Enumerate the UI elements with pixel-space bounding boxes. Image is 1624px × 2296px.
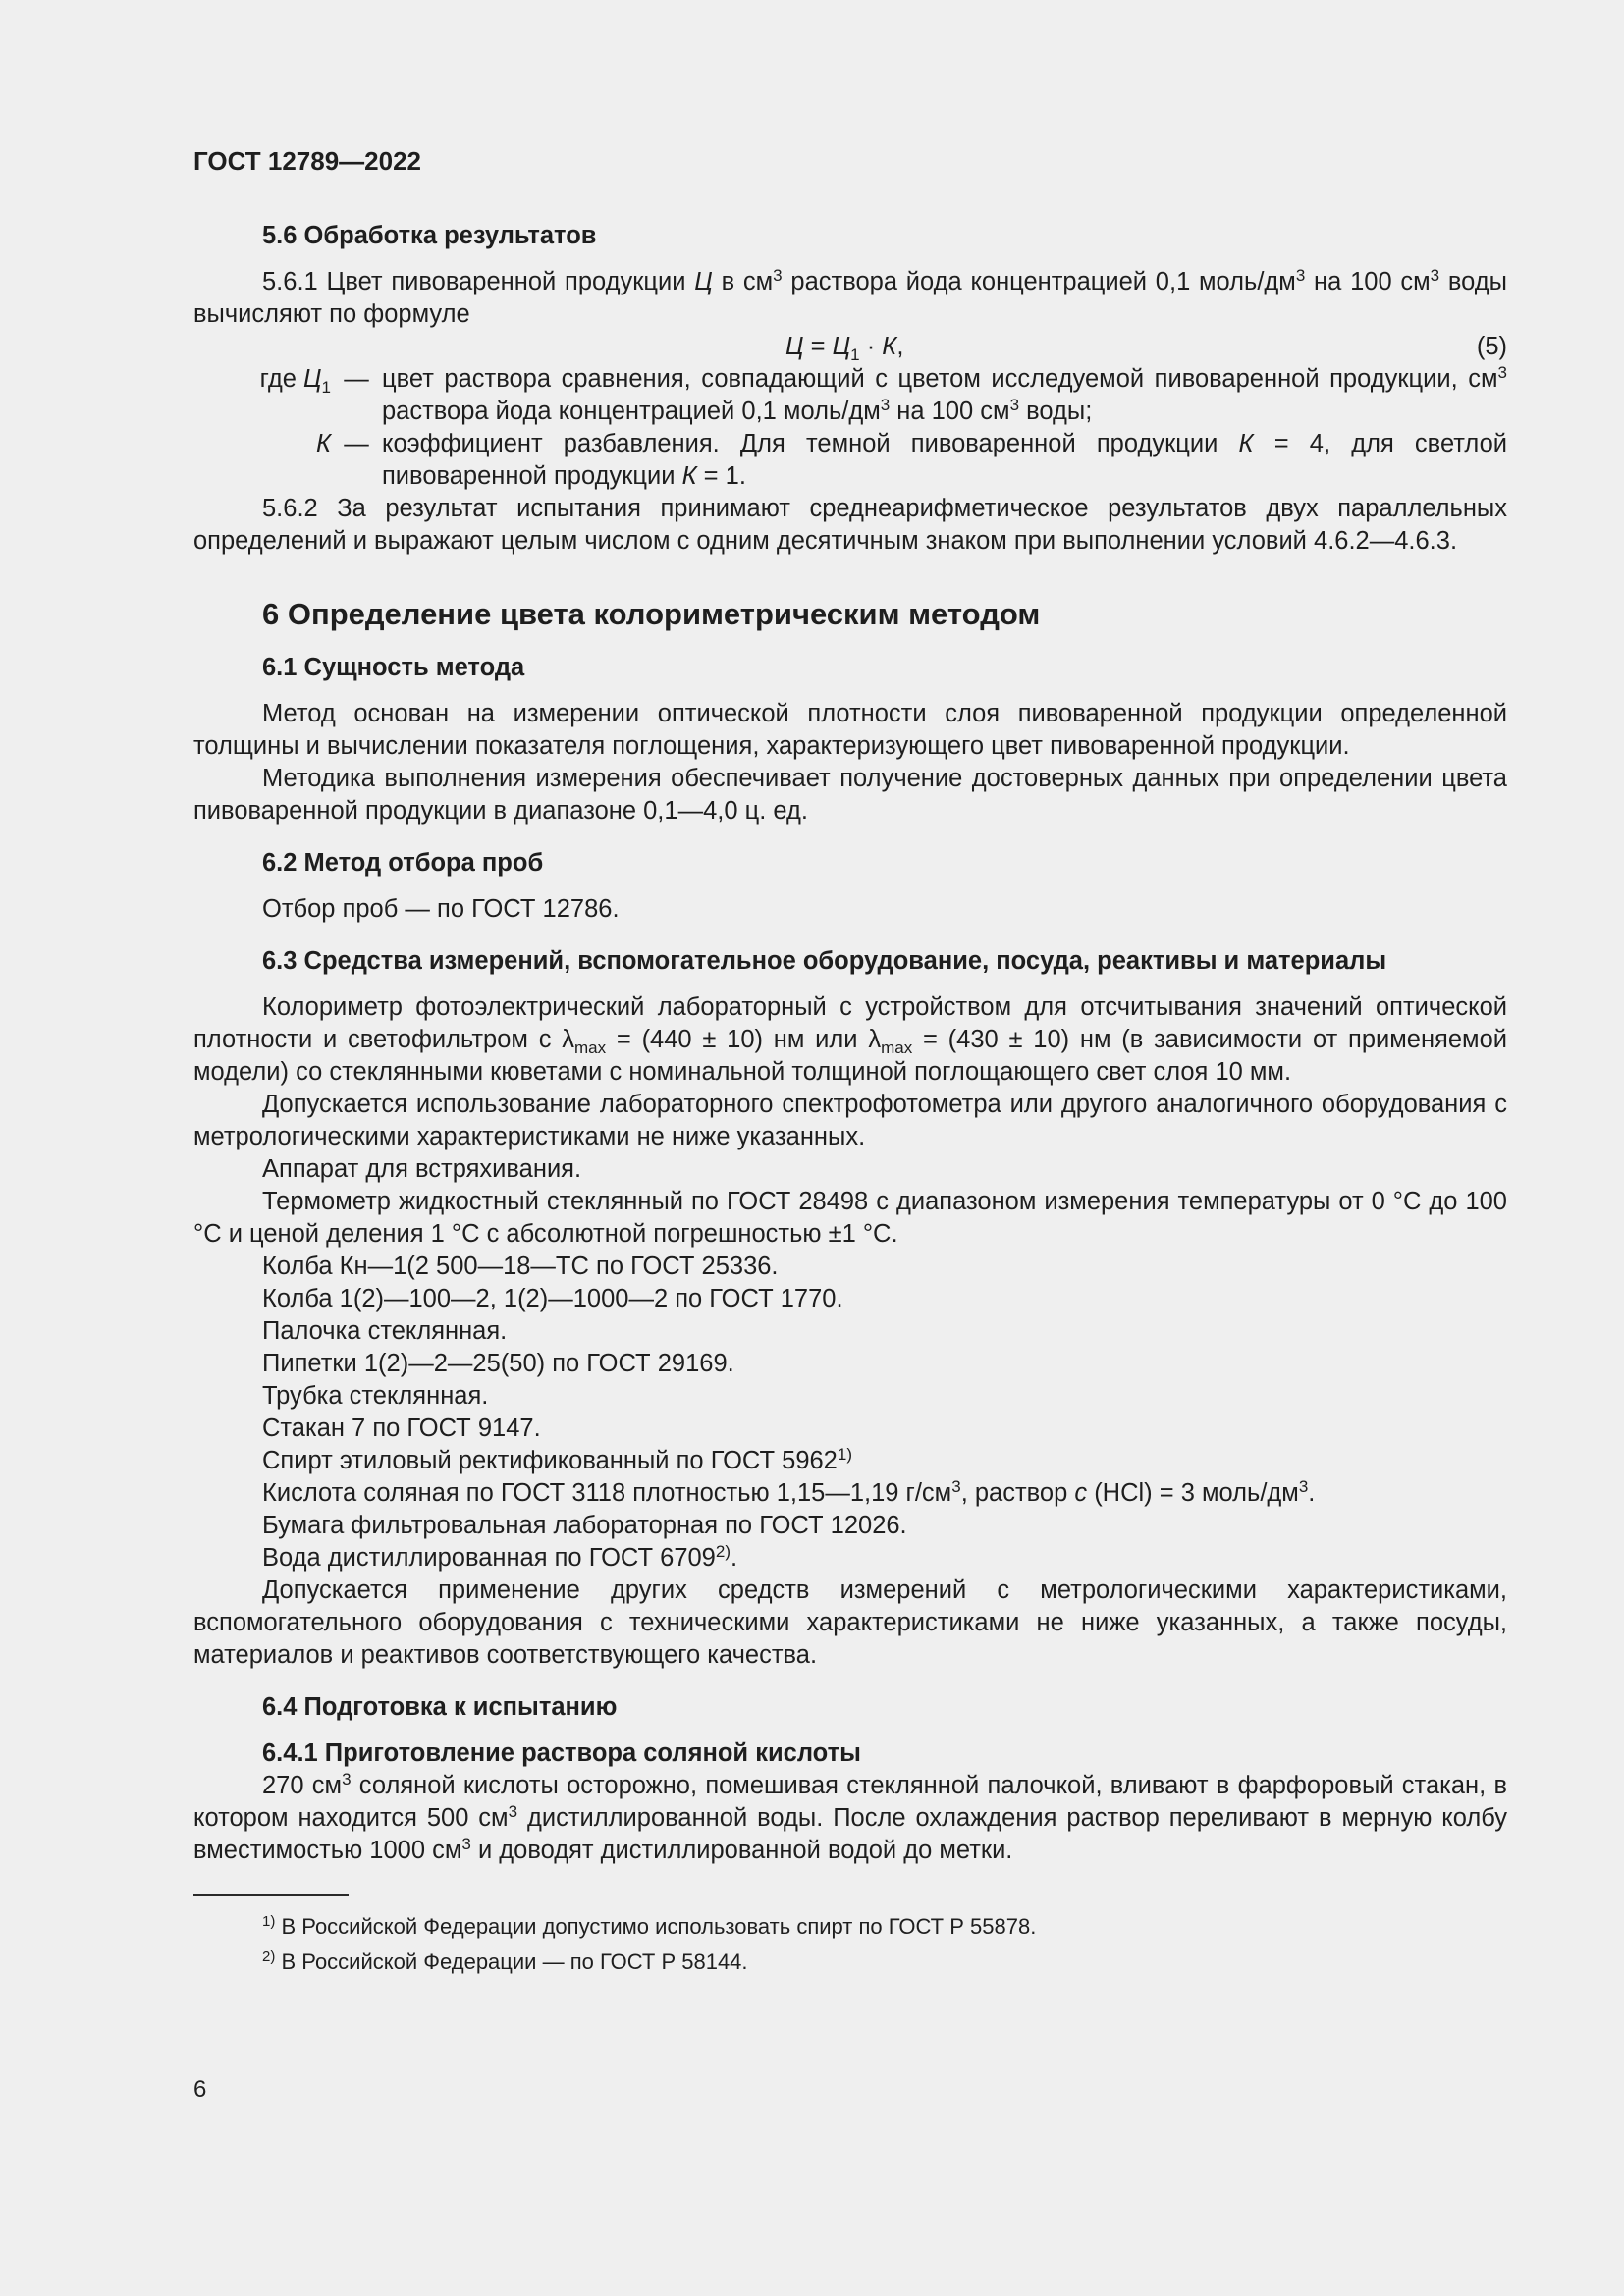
paragraph-colorimeter: Колориметр фотоэлектрический лабораторный с устройством для отсчитывания значений оптической плотности и светофильтром с $\lambda_{max} = (440 \pm 10)$ нм или $\lambda_{max} = (430 \pm 10)$ нм (в зависимости от применяемой модели) со стеклянными кюветами с номинальной толщиной поглощающего свет слоя 10 мм. — [193, 993, 1508, 1086]
list-item: Колба 1(2)—100—2, 1(2)—1000—2 по ГОСТ 1770. — [262, 1285, 843, 1312]
section-6-heading: 6 Определение цвета колориметрическим методом — [262, 597, 1041, 631]
formula-number: (5) — [1476, 333, 1507, 360]
paragraph-6-2: Отбор проб — по ГОСТ 12786. — [262, 895, 620, 923]
paragraph-6-4-1: 270 $см^3$ соляной кислоты осторожно, помешивая стеклянной палочкой, вливают в фарфоровый стакан, в котором находится 500 $см^3$ дистиллированной воды. После охлаждения раствор переливают в мерную колбу вместимостью 1000 $см^3$ и доводят дистиллированной водой до метки. — [193, 1770, 1507, 1864]
list-item: Спирт этиловый ректификованный по ГОСТ 5962$^{1)}$ — [262, 1445, 852, 1474]
page-number: 6 — [193, 2076, 207, 2103]
paragraph-thermometer: Термометр жидкостный стеклянный по ГОСТ 28498 с диапазоном измерения температуры от 0 °С до 100 °С и ценой деления 1 °С с абсолютной погрешностью ±1 °С. — [193, 1188, 1507, 1248]
page-content — [193, 145, 1507, 1980]
section-6-1-heading: 6.1 Сущность метода — [262, 654, 525, 681]
paragraph-5-6-2: 5.6.2 За результат испытания принимают среднеарифметическое результатов двух параллельных определений и выражают целым числом с одним десятичным знаком при выполнении условий 4.6.2—4.6.3. — [193, 495, 1507, 555]
list-item: Колба Кн—1(2 500—18—ТС по ГОСТ 25336. — [262, 1253, 779, 1280]
section-6-3-heading: 6.3 Средства измерений, вспомогательное оборудование, посуда, реактивы и материалы — [262, 947, 1387, 975]
list-item: Аппарат для встряхивания. — [262, 1155, 582, 1183]
formula-expression: $Ц = Ц_1 \cdot К$, — [785, 333, 904, 364]
paragraph-5-6-1: 5.6.1 Цвет пивоваренной продукции Ц в $см^3$ раствора йода концентрацией 0,1 моль/$дм^3$ на 100 $см^3$ воды вычисляют по формуле — [193, 266, 1507, 328]
paragraph-spectrophotometer: Допускается использование лабораторного спектрофотометра или другого аналогичного оборудования с метрологическими характеристиками не ниже указанных. — [193, 1091, 1507, 1150]
where-item-c1: где $Ц_1$ — цвет раствора сравнения, совпадающий с цветом исследуемой пивоваренной продукции, $см^3$ раствора йода концентрацией 0,1 моль/$дм^3$ на 100 $см^3$ воды; — [259, 363, 1507, 425]
footnote-2: $^{2)}$ В Российской Федерации — по ГОСТ Р 58144. — [262, 1949, 748, 1974]
paragraph-6-1-a: Метод основан на измерении оптической плотности слоя пивоваренной продукции определенной толщины и вычислении показателя поглощения, характеризующего цвет пивоваренной продукции. — [193, 700, 1507, 760]
list-item: Кислота соляная по ГОСТ 3118 плотностью 1,15—1,19 $г/см^3$, раствор с (HCl) = 3 моль/$дм^3$. — [262, 1477, 1316, 1507]
formula-5 — [193, 331, 1507, 363]
section-6-4-1-heading: 6.4.1 Приготовление раствора соляной кислоты — [262, 1739, 861, 1767]
list-item: Трубка стеклянная. — [262, 1382, 489, 1410]
document-header: ГОСТ 12789—2022 — [193, 146, 421, 176]
section-5-6-heading: 5.6 Обработка результатов — [262, 222, 597, 249]
list-item: Стакан 7 по ГОСТ 9147. — [262, 1415, 541, 1442]
footnote-1-reference: 1) — [837, 1445, 852, 1464]
list-item: Палочка стеклянная. — [262, 1317, 508, 1345]
list-item: Пипетки 1(2)—2—25(50) по ГОСТ 29169. — [262, 1350, 734, 1377]
where-item-k: К — коэффициент разбавления. Для темной пивоваренной продукции К = 4, для светлой пивоваренной продукции К = 1. — [315, 430, 1507, 490]
list-item: Бумага фильтровальная лабораторная по ГОСТ 12026. — [262, 1512, 907, 1539]
section-6-2-heading: 6.2 Метод отбора проб — [262, 849, 544, 877]
section-6-4-heading: 6.4 Подготовка к испытанию — [262, 1693, 618, 1721]
list-item: Вода дистиллированная по ГОСТ 6709$^{2)}$. — [262, 1542, 738, 1572]
footnote-2-reference: 2) — [715, 1542, 731, 1561]
footnote-1: $^{1)}$ В Российской Федерации допустимо использовать спирт по ГОСТ Р 55878. — [262, 1913, 1037, 1939]
paragraph-6-1-b: Методика выполнения измерения обеспечивает получение достоверных данных при определении цвета пивоваренной продукции в диапазоне 0,1—4,0 ц. ед. — [193, 765, 1507, 825]
paragraph-alternatives: Допускается применение других средств измерений с метрологическими характеристиками, вспомогательного оборудования с техническими характеристиками не ниже указанных, а также посуды, материалов и реактивов соответствующего качества. — [193, 1576, 1507, 1669]
footnote-divider — [193, 1894, 349, 1896]
